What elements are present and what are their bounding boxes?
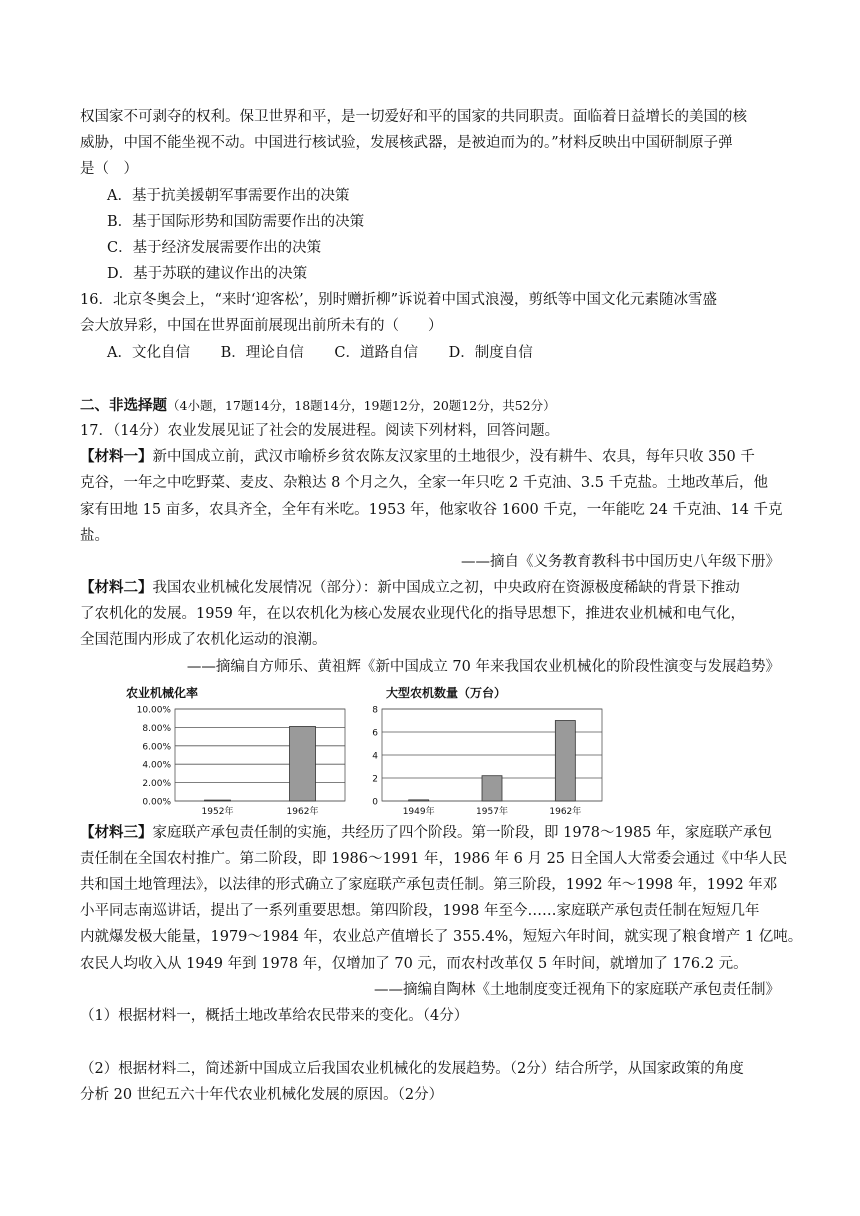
q17-m2-source: ——摘编自方师乐、黄祖辉《新中国成立 70 年来我国农业机械化的阶段性演变与发展趋势》 — [186, 659, 780, 675]
q17-m1-line-3: 家有田地 15 亩多，农具齐全，全年有米吃。1953 年，他家收谷 1600 千克，一年能吃 24 千克油、14 千克 — [80, 502, 783, 518]
q16-option-b: B．理论自信 — [220, 345, 304, 361]
q15-line-3: 是（ ） — [80, 161, 138, 177]
q17-m3-source: ——摘编自陶林《土地制度变迁视角下的家庭联产承包责任制》 — [374, 982, 780, 998]
plot-frame — [175, 709, 345, 801]
bar-1952年 — [205, 800, 231, 801]
q17-m1-line-1: 【材料一】新中国成立前，武汉市喻桥乡贫农陈友汉家里的土地很少，没有耕牛、农具，每年只收 350 千 — [80, 449, 755, 465]
q17-sub-question-1: （1）根据材料一，概括土地改革给农民带来的变化。（4分） — [80, 1008, 469, 1024]
x-tick-label: 1949年 — [402, 807, 435, 817]
q17-m3-line-6: 农民人均收入从 1949 年到 1978 年，仅增加了 70 元，而农村改革仅 5 年时间，就增加了 176.2 元。 — [80, 956, 748, 972]
bar-1949年 — [409, 800, 429, 801]
y-tick-label: 4 — [372, 751, 378, 762]
q15-line-2: 威胁，中国不能坐视不动。中国进行核试验，发展核武器，是被迫而为的。”材料反映出中国研制原子弹 — [80, 135, 733, 151]
q15-line-1: 权国家不可剥夺的权利。保卫世界和平，是一切爱好和平的国家的共同职责。面临着日益增长的美国的核 — [80, 109, 747, 125]
y-tick-label: 0.00% — [142, 797, 171, 808]
y-tick-label: 6.00% — [142, 742, 171, 753]
y-tick-label: 2 — [372, 774, 378, 785]
q17-m3-line-3: 共和国土地管理法》，以法律的形式确立了家庭联产承包责任制。第三阶段，1992 年～1998 年，1992 年邓 — [80, 877, 778, 893]
x-tick-label: 1957年 — [476, 807, 508, 817]
q17-m1-line-4: 盐。 — [80, 528, 109, 544]
y-tick-label: 2.00% — [142, 779, 171, 790]
material-2-tag: 【材料二】 — [80, 580, 153, 596]
q15-option-d: D．基于苏联的建议作出的决策 — [107, 266, 308, 282]
chart-title: 大型农机数量（万台） — [386, 686, 507, 700]
chart-large-machinery — [360, 683, 620, 827]
x-tick-label: 1952年 — [201, 807, 234, 817]
q17-m3-line-5: 内就爆发极大能量，1979～1984 年，农业总产值增长了 355.4%，短短六年时间，就实现了粮食增产 1 亿吨。 — [80, 929, 803, 945]
q17-m2-line-2: 了农机化的发展。1959 年，在以农机化为核心发展农业现代化的指导思想下，推进农业机械和电气化， — [80, 606, 746, 622]
bar-1957年 — [482, 776, 502, 801]
chart-title: 农业机械化率 — [126, 686, 199, 700]
section-2-heading — [80, 393, 780, 419]
y-tick-label: 8.00% — [142, 723, 171, 734]
q16-line-1: 16．北京冬奥会上，“来时‘迎客松’，别时赠折柳”诉说着中国式浪漫，剪纸等中国文化元素随冰雪盛 — [80, 292, 717, 308]
q17-m1-source: ——摘自《义务教育教科书中国历史八年级下册》 — [461, 554, 780, 570]
material-3-tag: 【材料三】 — [80, 825, 153, 841]
y-tick-label: 8 — [372, 705, 378, 716]
q16-option-d: D．制度自信 — [448, 345, 533, 361]
chart-mechanization-rate — [120, 683, 350, 827]
bar-1962年 — [290, 726, 316, 801]
q17-intro: 17．（14分）农业发展见证了社会的发展进程。阅读下列材料，回答问题。 — [80, 423, 560, 439]
y-tick-label: 0 — [372, 797, 378, 808]
x-tick-label: 1962年 — [286, 807, 319, 817]
q17-m2-line-1: 【材料二】我国农业机械化发展情况（部分）：新中国成立之初，中央政府在资源极度稀缺的背景下推动 — [80, 580, 740, 596]
q17-m1-line-2: 克谷，一年之中吃野菜、麦皮、杂粮达 8 个月之久，全家一年只吃 2 千克油、3.5 千克盐。土地改革后，他 — [80, 475, 769, 491]
bar-1962年 — [555, 721, 575, 802]
q17-sub-question-2-line-1: （2）根据材料二，简述新中国成立后我国农业机械化的发展趋势。（2分）结合所学，从国家政策的角度 — [80, 1061, 744, 1077]
chart-0-svg — [120, 683, 350, 823]
q17-sub-question-2-line-2: 分析 20 世纪五六十年代农业机械化发展的原因。（2分） — [80, 1087, 444, 1103]
q17-m3-line-1: 【材料三】家庭联产承包责任制的实施，共经历了四个阶段。第一阶段，即 1978～1985 年，家庭联产承包 — [80, 825, 773, 841]
q15-option-c: C．基于经济发展需要作出的决策 — [107, 240, 322, 256]
section-2-note: （4小题，17题14分，18题14分，19题12分，20题12分，共52分） — [167, 398, 556, 413]
section-2-title: 二、非选择题 — [80, 398, 167, 414]
x-tick-label: 1962年 — [549, 807, 582, 817]
q15-option-a: A．基于抗美援朝军事需要作出的决策 — [107, 188, 350, 204]
chart-1-svg — [360, 683, 620, 823]
q17-m2-line-3: 全国范围内形成了农机化运动的浪潮。 — [80, 632, 327, 648]
q16-options — [107, 340, 807, 366]
q17-m3-line-4: 小平同志南巡讲话，提出了一系列重要思想。第四阶段，1998 年至今……家庭联产承包责任制在短短几年 — [80, 903, 760, 919]
material-1-tag: 【材料一】 — [80, 449, 153, 465]
y-tick-label: 4.00% — [142, 760, 171, 771]
y-tick-label: 6 — [372, 728, 378, 739]
q15-option-b: B．基于国际形势和国防需要作出的决策 — [107, 214, 365, 230]
q16-option-a: A．文化自信 — [107, 345, 190, 361]
q16-line-2: 会大放异彩，中国在世界面前展现出前所未有的（ ） — [80, 318, 443, 334]
q16-option-c: C．道路自信 — [334, 345, 418, 361]
y-tick-label: 10.00% — [136, 705, 171, 716]
q17-m3-line-2: 责任制在全国农村推广。第二阶段，即 1986～1991 年，1986 年 6 月 25 日全国人大常委会通过《中华人民 — [80, 851, 788, 867]
